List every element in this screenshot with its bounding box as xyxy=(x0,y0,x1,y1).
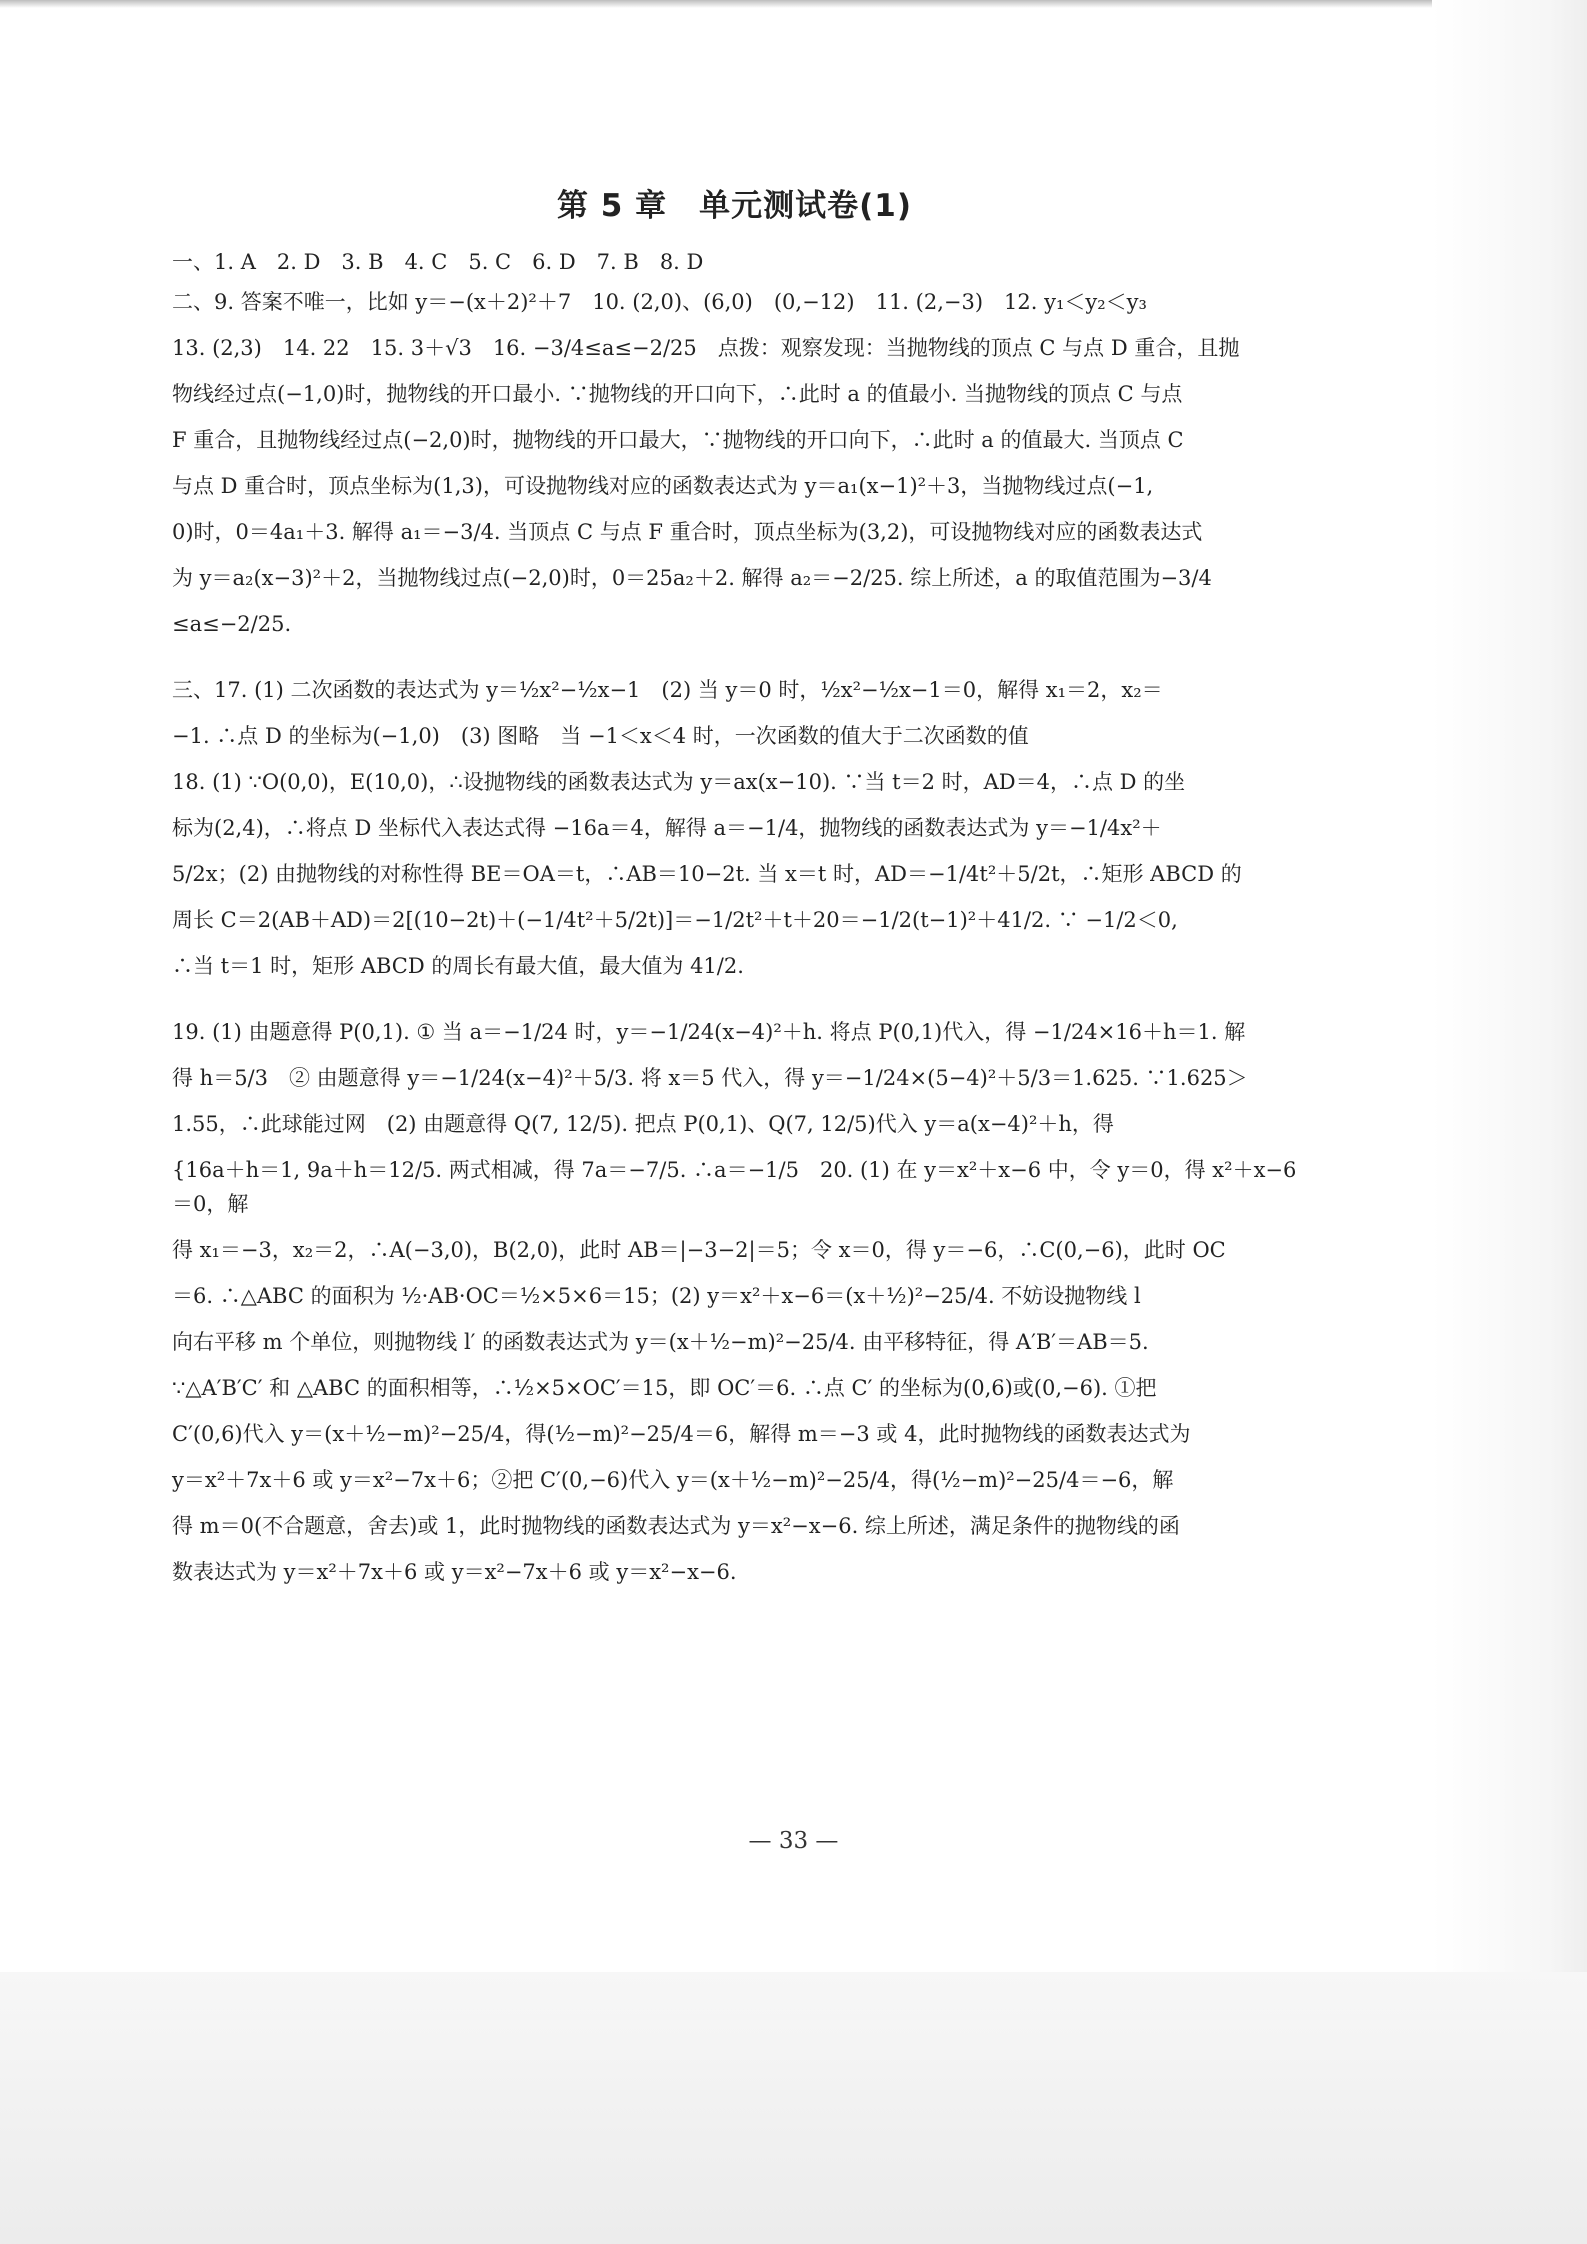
answer-line: ≤a≤−2/25. xyxy=(172,612,292,636)
answer-line: 1.55，∴此球能过网 (2) 由题意得 Q(7, 12/5). 把点 P(0,1)、Q(7, 12/5)代入 y＝a(x−4)²＋h，得 xyxy=(172,1112,1114,1136)
answer-line: y＝x²＋7x＋6 或 y＝x²−7x＋6；②把 C′(0,−6)代入 y＝(x＋½−m)²−25/4，得(½−m)²−25/4＝−6，解 xyxy=(172,1468,1174,1492)
scan-right-margin xyxy=(1432,0,1587,1980)
answer-line: ∴当 t＝1 时，矩形 ABCD 的周长有最大值，最大值为 41/2. xyxy=(172,954,744,978)
answer-line: 为 y＝a₂(x−3)²＋2，当抛物线过点(−2,0)时，0＝25a₂＋2. 解得 a₂＝−2/25. 综上所述，a 的取值范围为−3/4 xyxy=(172,566,1212,590)
answer-line: 标为(2,4)，∴将点 D 坐标代入表达式得 −16a＝4，解得 a＝−1/4，抛物线的函数表达式为 y＝−1/4x²＋ xyxy=(172,816,1162,840)
answer-line: 得 m＝0(不合题意，舍去)或 1，此时抛物线的函数表达式为 y＝x²−x−6. 综上所述，满足条件的抛物线的函 xyxy=(172,1514,1180,1538)
section-gap xyxy=(172,995,1297,1015)
scan-bottom-shade xyxy=(0,1972,1587,2244)
answer-line: 得 h＝5/3 ② 由题意得 y＝−1/24(x−4)²＋5/3. 将 x＝5 代入，得 y＝−1/24×(5−4)²＋5/3＝1.625. ∵1.625＞ xyxy=(172,1066,1248,1090)
answer-line: −1. ∴点 D 的坐标为(−1,0) (3) 图略 当 −1＜x＜4 时，一次函数的值大于二次函数的值 xyxy=(172,724,1029,748)
answer-line: 18. (1) ∵O(0,0)，E(10,0)，∴设抛物线的函数表达式为 y＝ax(x−10). ∵当 t＝2 时，AD＝4，∴点 D 的坐 xyxy=(172,770,1186,794)
page-number: — 33 — xyxy=(748,1828,839,1854)
answer-line: 三、17. (1) 二次函数的表达式为 y＝½x²−½x−1 (2) 当 y＝0 时，½x²−½x−1＝0，解得 x₁＝2，x₂＝ xyxy=(172,678,1163,702)
answer-line: 向右平移 m 个单位，则抛物线 l′ 的函数表达式为 y＝(x＋½−m)²−25/4. 由平移特征，得 A′B′＝AB＝5. xyxy=(172,1330,1149,1354)
section-gap xyxy=(172,653,1297,673)
answer-line: 一、1. A 2. D 3. B 4. C 5. C 6. D 7. B 8. D xyxy=(172,250,704,274)
answer-line: 0)时，0＝4a₁＋3. 解得 a₁＝−3/4. 当顶点 C 与点 F 重合时，顶点坐标为(3,2)，可设抛物线对应的函数表达式 xyxy=(172,520,1203,544)
answer-line: 周长 C＝2(AB＋AD)＝2[(10−2t)＋(−1/4t²＋5/2t)]＝−1/2t²＋t＋20＝−1/2(t−1)²＋41/2. ∵ −1/2＜0, xyxy=(172,908,1178,932)
answer-line: C′(0,6)代入 y＝(x＋½−m)²−25/4，得(½−m)²−25/4＝6，解得 m＝−3 或 4，此时抛物线的函数表达式为 xyxy=(172,1422,1191,1446)
answer-line: 5/2x；(2) 由抛物线的对称性得 BE＝OA＝t，∴AB＝10−2t. 当 x＝t 时，AD＝−1/4t²＋5/2t，∴矩形 ABCD 的 xyxy=(172,862,1242,886)
answer-line: F 重合，且抛物线经过点(−2,0)时，抛物线的开口最大，∵抛物线的开口向下，∴此时 a 的值最大. 当顶点 C xyxy=(172,428,1184,452)
answer-line: 物线经过点(−1,0)时，抛物线的开口最小. ∵抛物线的开口向下，∴此时 a 的值最小. 当抛物线的顶点 C 与点 xyxy=(172,382,1183,406)
answer-line: 与点 D 重合时，顶点坐标为(1,3)，可设抛物线对应的函数表达式为 y＝a₁(x−1)²＋3，当抛物线过点(−1, xyxy=(172,474,1154,498)
answer-page xyxy=(172,180,1297,1601)
answer-line: ∵△A′B′C′ 和 △ABC 的面积相等，∴½×5×OC′＝15，即 OC′＝6. ∴点 C′ 的坐标为(0,6)或(0,−6). ①把 xyxy=(172,1376,1157,1400)
scan-top-edge xyxy=(0,0,1587,8)
answer-line: ＝6. ∴△ABC 的面积为 ½·AB·OC＝½×5×6＝15；(2) y＝x²＋x−6＝(x＋½)²−25/4. 不妨设抛物线 l xyxy=(172,1284,1141,1308)
answer-line: 二、9. 答案不唯一，比如 y＝−(x＋2)²＋7 10. (2,0)、(6,0) (0,−12) 11. (2,−3) 12. y₁＜y₂＜y₃ xyxy=(172,290,1147,314)
answer-line: 19. (1) 由题意得 P(0,1). ① 当 a＝−1/24 时，y＝−1/24(x−4)²＋h. 将点 P(0,1)代入，得 −1/24×16＋h＝1. 解 xyxy=(172,1020,1246,1044)
answer-line: 数表达式为 y＝x²＋7x＋6 或 y＝x²−7x＋6 或 y＝x²−x−6. xyxy=(172,1560,737,1584)
page-title: 第 5 章 单元测试卷(1) xyxy=(556,188,913,224)
answer-line: {16a＋h＝1, 9a＋h＝12/5. 两式相减，得 7a＝−7/5. ∴a＝−1/5 20. (1) 在 y＝x²＋x−6 中，令 y＝0，得 x²＋x−6＝0，解 xyxy=(172,1158,1297,1216)
answer-line: 得 x₁＝−3，x₂＝2，∴A(−3,0)，B(2,0)，此时 AB＝|−3−2|＝5；令 x＝0，得 y＝−6，∴C(0,−6)，此时 OC xyxy=(172,1238,1226,1262)
answer-line: 13. (2,3) 14. 22 15. 3＋√3 16. −3/4≤a≤−2/25 点拨：观察发现：当抛物线的顶点 C 与点 D 重合，且抛 xyxy=(172,336,1240,360)
